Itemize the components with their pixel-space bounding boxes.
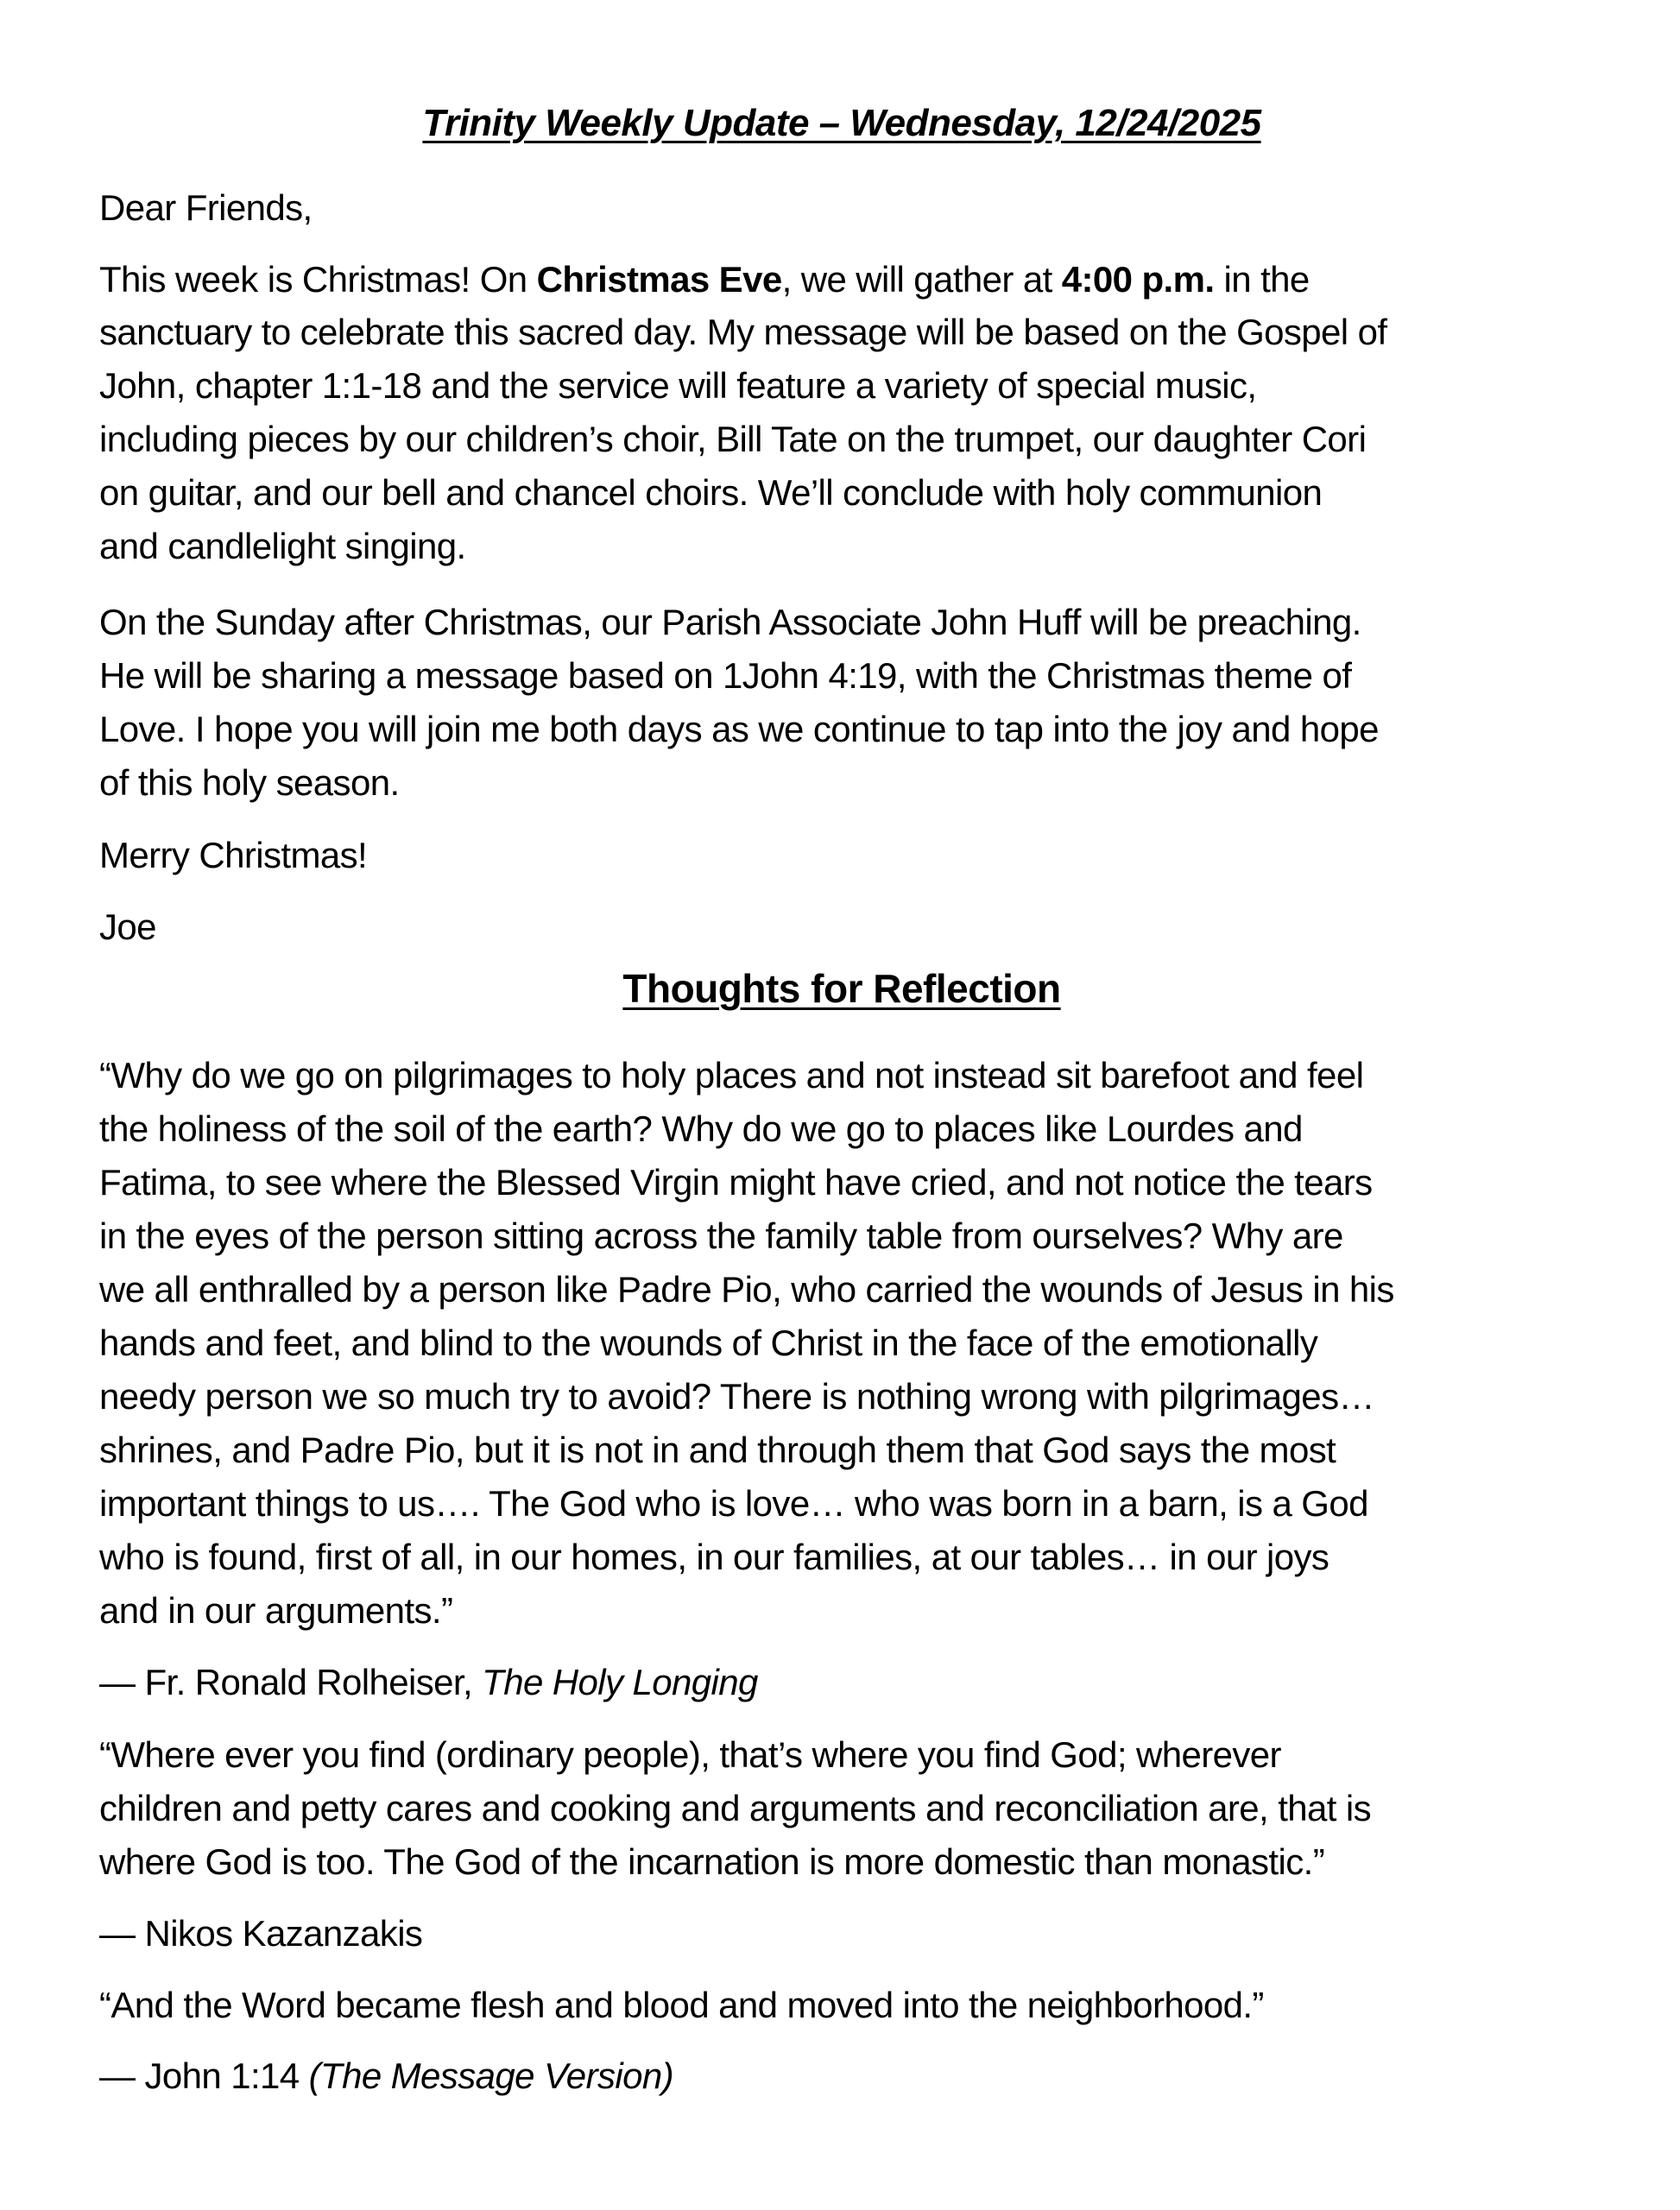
quote-line: “And the Word became flesh and blood and moved into the neighborhood.” [99,1985,1264,2025]
attribution-work-title: (The Message Version) [308,2055,673,2096]
section-heading-reflection: Thoughts for Reflection [622,966,1061,1011]
quote-line: the holiness of the soil of the earth? Why do we go to places like Lourdes and [99,1108,1303,1149]
christmas-eve-emphasis: Christmas Eve [536,259,782,300]
attribution-author: — Fr. Ronald Rolheiser, [99,1662,483,1702]
quote-line: important things to us…. The God who is love… who was born in a barn, is a God [99,1483,1368,1524]
paragraph-line: On the Sunday after Christmas, our Parish Associate John Huff will be preaching. [99,602,1361,642]
quote-line: where God is too. The God of the incarnation is more domestic than monastic.” [99,1841,1325,1882]
text-run: in the [1214,259,1310,300]
text-run: This week is Christmas! On [99,259,537,300]
paragraph-line: including pieces by our children’s choir, Bill Tate on the trumpet, our daughter Cori [99,419,1367,459]
quote-line: we all enthralled by a person like Padre Pio, who carried the wounds of Jesus in his [99,1269,1394,1310]
quote-line: who is found, first of all, in our homes, in our families, at our tables… in our joys [99,1537,1329,1577]
attribution-author: — John 1:14 [99,2055,309,2096]
quote-line: and in our arguments.” [99,1590,453,1631]
paragraph-line [99,253,1310,306]
quote-attribution [99,2049,673,2103]
signature: Joe [99,906,156,947]
closing: Merry Christmas! [99,835,368,875]
quote-attribution: — Nikos Kazanzakis [99,1913,423,1954]
quote-line: needy person we so much try to avoid? There is nothing wrong with pilgrimages… [99,1376,1374,1417]
quote-line: “Where ever you find (ordinary people), that’s where you find God; wherever [99,1734,1281,1775]
paragraph-line: He will be sharing a message based on 1John 4:19, with the Christmas theme of [99,655,1352,696]
quote-line: in the eyes of the person sitting across the family table from ourselves? Why are [99,1216,1343,1256]
paragraph-line: and candlelight singing. [99,526,466,566]
quote-line: Fatima, to see where the Blessed Virgin might have cried, and not notice the tears [99,1162,1373,1203]
newsletter-title: Trinity Weekly Update – Wednesday, 12/24/2025 [422,102,1261,144]
quote-attribution [99,1656,758,1709]
quote-line: shrines, and Padre Pio, but it is not in and through them that God says the most [99,1430,1336,1470]
quote-line: children and petty cares and cooking and arguments and reconciliation are, that is [99,1788,1372,1828]
greeting: Dear Friends, [99,187,313,228]
paragraph-line: sanctuary to celebrate this sacred day. My message will be based on the Gospel of [99,312,1387,352]
paragraph-line: on guitar, and our bell and chancel choirs. We’ll conclude with holy communion [99,472,1323,513]
text-run: , we will gather at [781,259,1062,300]
paragraph-line: John, chapter 1:1-18 and the service will feature a variety of special music, [99,365,1257,406]
quote-line: “Why do we go on pilgrimages to holy places and not instead sit barefoot and feel [99,1055,1364,1096]
quote-line: hands and feet, and blind to the wounds of Christ in the face of the emotionally [99,1323,1318,1363]
attribution-work-title: The Holy Longing [482,1662,758,1702]
paragraph-line: Love. I hope you will join me both days as we continue to tap into the joy and hope [99,709,1379,749]
service-time-emphasis: 4:00 p.m. [1061,259,1215,300]
paragraph-line: of this holy season. [99,762,400,803]
